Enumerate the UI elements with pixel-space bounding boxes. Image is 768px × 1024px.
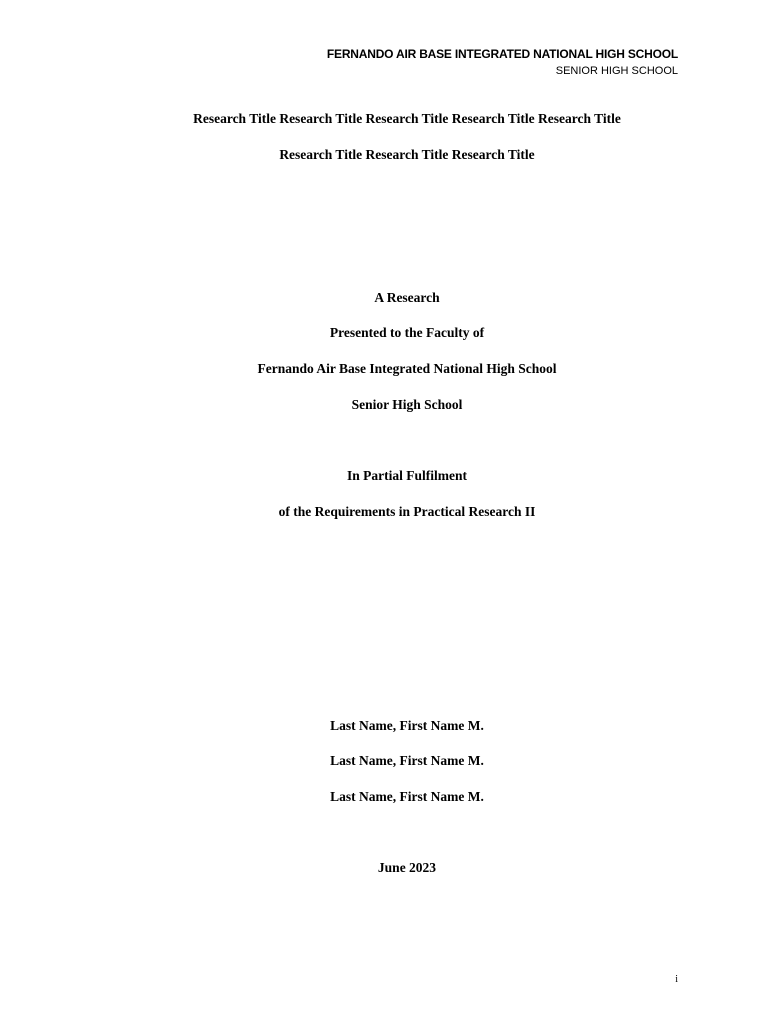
- author-name: Last Name, First Name M.: [330, 753, 484, 768]
- school-name-line: Fernando Air Base Integrated National High School: [257, 361, 557, 376]
- research-title-line-2: Research Title Research Title Research Title: [279, 147, 535, 162]
- research-title-line-1: Research Title Research Title Research Title Research Title Research Title: [193, 111, 621, 126]
- page-header: [327, 46, 678, 79]
- submission-date: June 2023: [377, 860, 437, 875]
- author-name: Last Name, First Name M.: [330, 718, 484, 733]
- author-name: Last Name, First Name M.: [330, 789, 484, 804]
- presented-to-line: Presented to the Faculty of: [329, 325, 485, 340]
- header-school-name: FERNANDO AIR BASE INTEGRATED NATIONAL HIGH SCHOOL: [326, 47, 678, 61]
- header-department: SENIOR HIGH SCHOOL: [555, 65, 678, 77]
- department-line: Senior High School: [351, 397, 463, 412]
- fulfilment-line-1: In Partial Fulfilment: [347, 468, 467, 483]
- page-number: i: [675, 974, 678, 985]
- fulfilment-line-2: of the Requirements in Practical Research II: [278, 504, 536, 519]
- document-type: A Research: [374, 290, 440, 305]
